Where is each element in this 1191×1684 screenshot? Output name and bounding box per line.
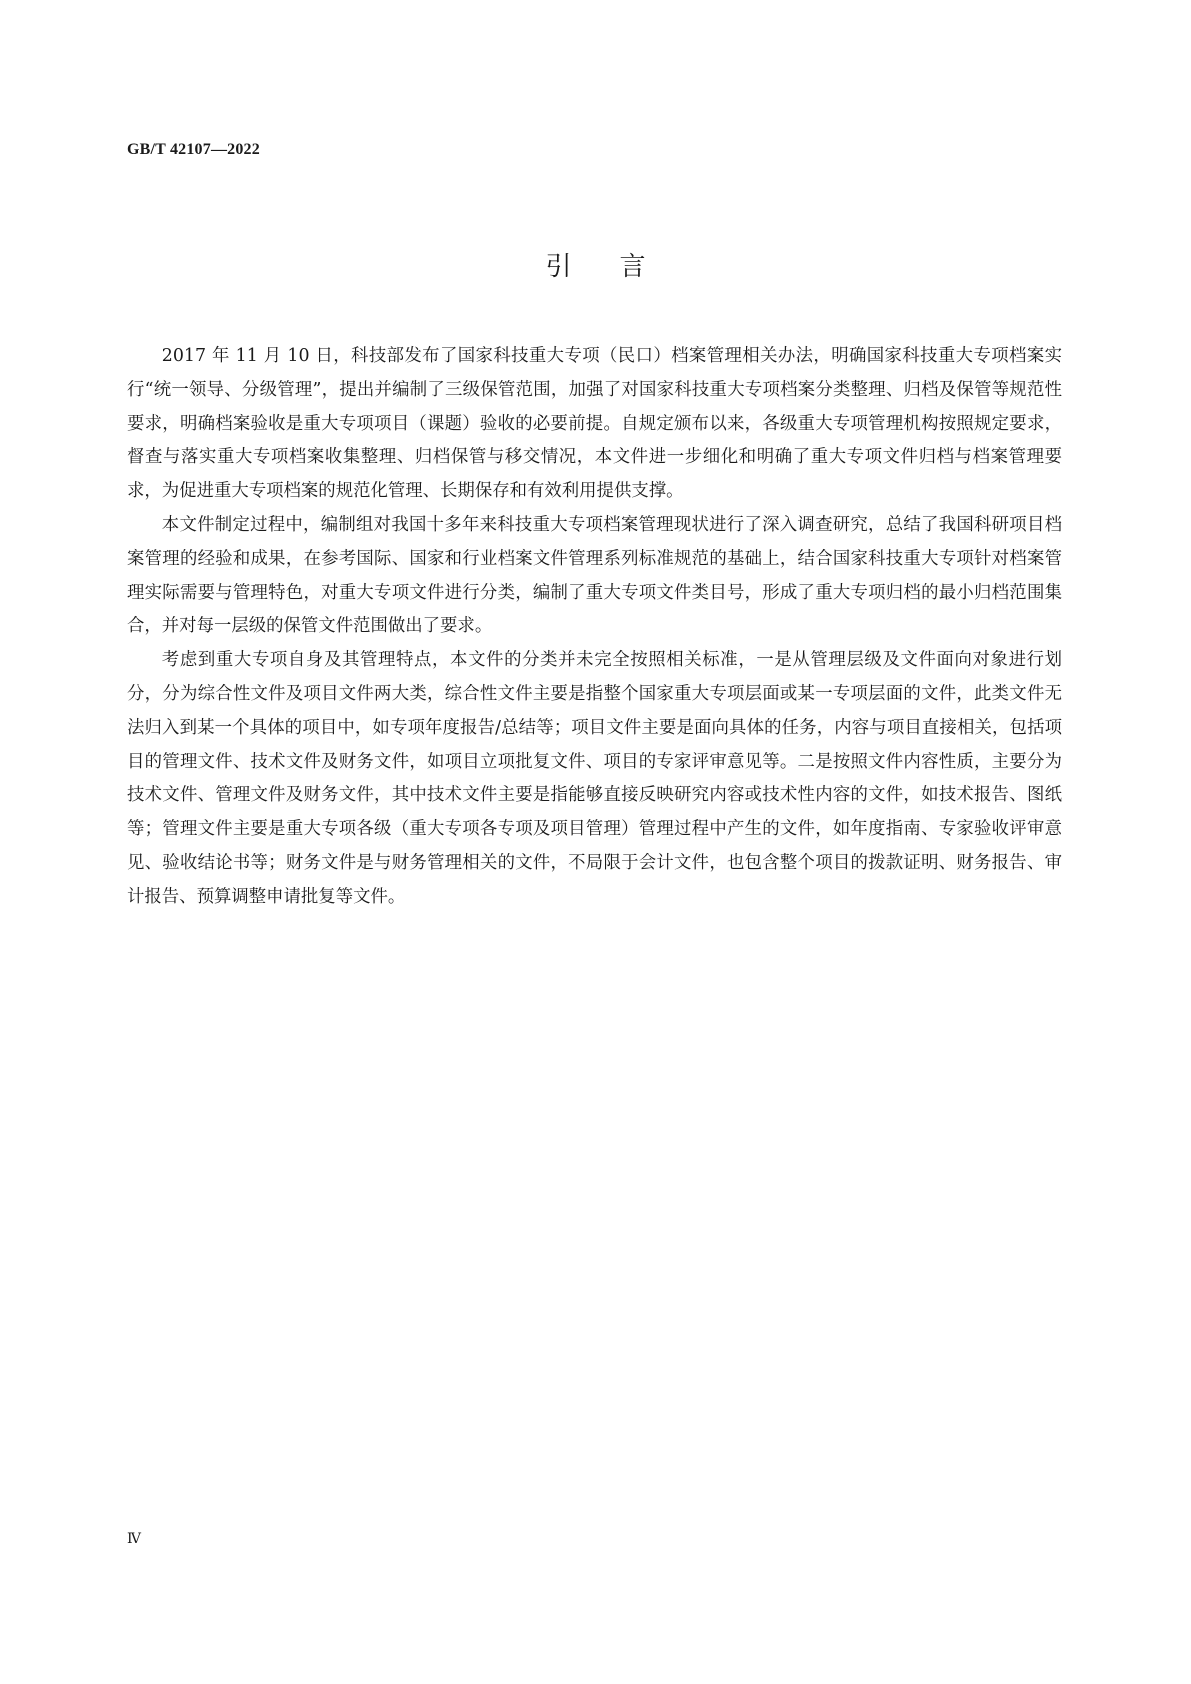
paragraph-2: 本文件制定过程中，编制组对我国十多年来科技重大专项档案管理现状进行了深入调查研究，总结了我国科研项目档案管理的经验和成果，在参考国际、国家和行业档案文件管理系列标准规范的基础上，结合国家科技重大专项针对档案管理实际需要与管理特色，对重大专项文件进行分类，编制了重大专项文件类目号，形成了重大专项归档的最小归档范围集合，并对每一层级的保管文件范围做出了要求。 — [127, 514, 1062, 637]
body-text — [127, 340, 1062, 915]
paragraph-3: 考虑到重大专项自身及其管理特点，本文件的分类并未完全按照相关标准，一是从管理层级及文件面向对象进行划分，分为综合性文件及项目文件两大类，综合性文件主要是指整个国家重大专项层面或某一专项层面的文件，此类文件无法归入到某一个具体的项目中，如专项年度报告/总结等；项目文件主要是面向具体的任务，内容与项目直接相关，包括项目的管理文件、技术文件及财务文件，如项目立项批复文件、项目的专家评审意见等。二是按照文件内容性质，主要分为技术文件、管理文件及财务文件，其中技术文件主要是指能够直接反映研究内容或技术性内容的文件，如技术报告、图纸等；管理文件主要是重大专项各级（重大专项各专项及项目管理）管理过程中产生的文件，如年度指南、专家验收评审意见、验收结论书等；财务文件是与财务管理相关的文件，不局限于会计文件，也包含整个项目的拨款证明、财务报告、审计报告、预算调整申请批复等文件。 — [127, 650, 1062, 907]
paragraph-1: 2017 年 11 月 10 日，科技部发布了国家科技重大专项（民口）档案管理相关办法，明确国家科技重大专项档案实行“统一领导、分级管理”，提出并编制了三级保管范围，加强了对国家科技重大专项档案分类整理、归档及保管等规范性要求，明确档案验收是重大专项项目（课题）验收的必要前提。自规定颁布以来，各级重大专项管理机构按照规定要求，督查与落实重大专项档案收集整理、归档保管与移交情况，本文件进一步细化和明确了重大专项文件归档与档案管理要求，为促进重大专项档案的规范化管理、长期保存和有效利用提供支撑。 — [127, 346, 1062, 502]
standard-number: GB/T 42107—2022 — [127, 141, 260, 158]
page-number: Ⅳ — [127, 1532, 141, 1547]
page-title: 引言 — [545, 252, 694, 282]
